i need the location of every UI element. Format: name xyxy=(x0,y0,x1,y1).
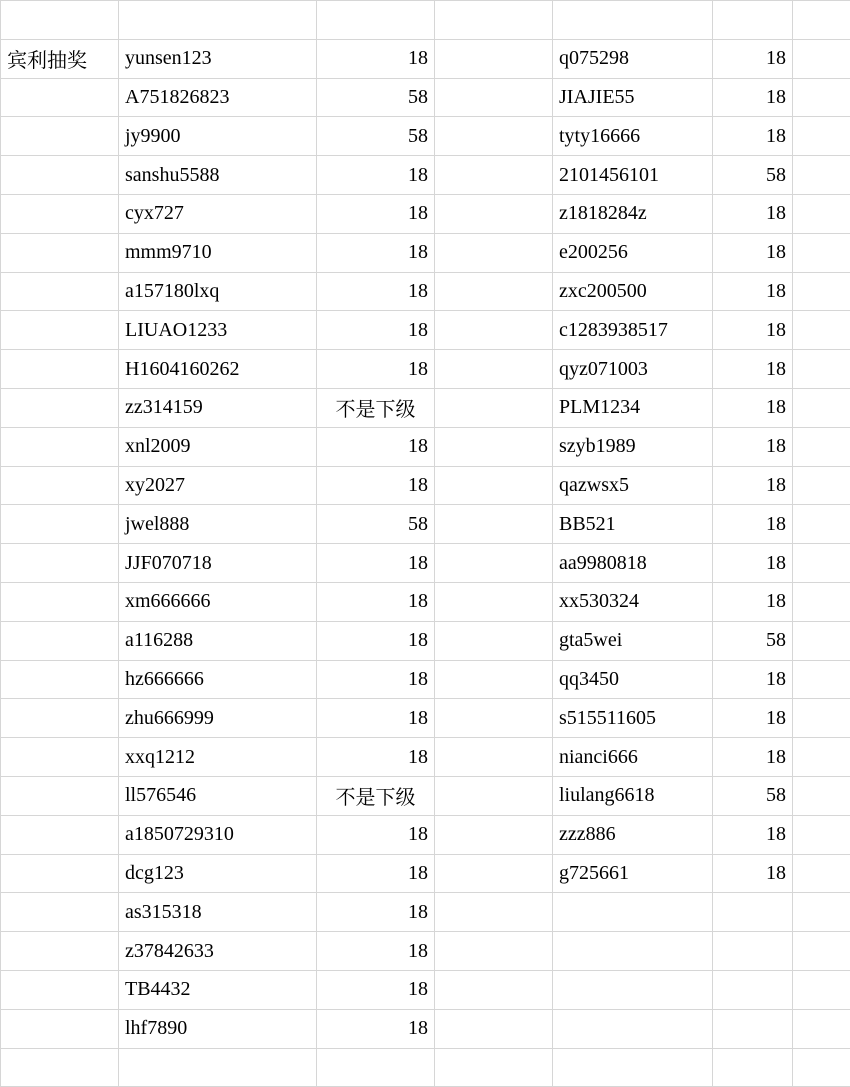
left-amount-value[interactable]: 18 xyxy=(317,854,435,893)
trailing-cell[interactable] xyxy=(793,194,850,233)
table-row xyxy=(1,117,850,156)
empty-cell[interactable] xyxy=(1,854,119,893)
table-row xyxy=(1,233,850,272)
right-amount-value[interactable]: 18 xyxy=(713,854,793,893)
table-row xyxy=(1,738,850,777)
left-account-name[interactable]: xxq1212 xyxy=(119,738,317,777)
left-amount-value[interactable]: 18 xyxy=(317,699,435,738)
spacer-cell[interactable] xyxy=(435,621,553,660)
trailing-cell[interactable] xyxy=(793,117,850,156)
trailing-cell[interactable] xyxy=(793,272,850,311)
left-account-name[interactable]: dcg123 xyxy=(119,854,317,893)
right-account-name[interactable]: c1283938517 xyxy=(553,311,713,350)
right-amount-value[interactable]: 18 xyxy=(713,311,793,350)
table-row xyxy=(1,854,850,893)
left-amount-value[interactable]: 18 xyxy=(317,466,435,505)
empty-cell[interactable] xyxy=(1,194,119,233)
header-strip-cell xyxy=(119,1,317,40)
left-amount-value[interactable]: 18 xyxy=(317,738,435,777)
right-account-name[interactable]: PLM1234 xyxy=(553,388,713,427)
trailing-cell[interactable] xyxy=(793,156,850,195)
trailing-cell[interactable] xyxy=(793,427,850,466)
empty-cell[interactable] xyxy=(1,893,119,932)
right-account-name[interactable]: JIAJIE55 xyxy=(553,78,713,117)
spacer-cell[interactable] xyxy=(435,311,553,350)
right-account-name[interactable]: e200256 xyxy=(553,233,713,272)
empty-cell[interactable] xyxy=(1,388,119,427)
right-amount-value[interactable] xyxy=(713,893,793,932)
right-account-name[interactable]: qq3450 xyxy=(553,660,713,699)
spacer-cell[interactable] xyxy=(435,350,553,389)
trailing-cell[interactable] xyxy=(793,1048,850,1087)
trailing-cell[interactable] xyxy=(793,970,850,1009)
spacer-cell[interactable] xyxy=(435,970,553,1009)
table-row xyxy=(1,466,850,505)
right-account-name[interactable] xyxy=(553,1048,713,1087)
left-amount-value[interactable]: 18 xyxy=(317,311,435,350)
left-account-name[interactable]: xm666666 xyxy=(119,582,317,621)
left-account-name[interactable]: a116288 xyxy=(119,621,317,660)
right-account-name[interactable]: 2101456101 xyxy=(553,156,713,195)
right-amount-value[interactable]: 58 xyxy=(713,621,793,660)
left-amount-value[interactable]: 18 xyxy=(317,893,435,932)
table-row xyxy=(1,970,850,1009)
table-row xyxy=(1,582,850,621)
right-account-name[interactable]: z1818284z xyxy=(553,194,713,233)
left-amount-value[interactable]: 18 xyxy=(317,233,435,272)
empty-cell[interactable] xyxy=(1,117,119,156)
empty-cell[interactable] xyxy=(1,932,119,971)
spacer-cell[interactable] xyxy=(435,466,553,505)
spacer-cell[interactable] xyxy=(435,699,553,738)
right-account-name[interactable]: tyty16666 xyxy=(553,117,713,156)
table-row xyxy=(1,699,850,738)
header-strip-cell xyxy=(553,1,713,40)
empty-cell[interactable] xyxy=(1,505,119,544)
right-amount-value[interactable]: 18 xyxy=(713,272,793,311)
right-amount-value[interactable] xyxy=(713,970,793,1009)
table-row xyxy=(1,1009,850,1048)
left-account-name[interactable]: as315318 xyxy=(119,893,317,932)
spacer-cell[interactable] xyxy=(435,1048,553,1087)
trailing-cell[interactable] xyxy=(793,311,850,350)
right-amount-value[interactable]: 18 xyxy=(713,350,793,389)
right-amount-value[interactable]: 58 xyxy=(713,776,793,815)
left-account-name[interactable]: jwel888 xyxy=(119,505,317,544)
trailing-cell[interactable] xyxy=(793,621,850,660)
spacer-cell[interactable] xyxy=(435,893,553,932)
empty-cell[interactable] xyxy=(1,272,119,311)
left-account-name[interactable]: xnl2009 xyxy=(119,427,317,466)
right-account-name[interactable] xyxy=(553,932,713,971)
spacer-cell[interactable] xyxy=(435,388,553,427)
right-account-name[interactable]: liulang6618 xyxy=(553,776,713,815)
table-row xyxy=(1,78,850,117)
right-amount-value[interactable]: 18 xyxy=(713,660,793,699)
table-row xyxy=(1,388,850,427)
table-row xyxy=(1,776,850,815)
spacer-cell[interactable] xyxy=(435,505,553,544)
left-account-name[interactable] xyxy=(119,1048,317,1087)
left-amount-value[interactable]: 18 xyxy=(317,660,435,699)
left-amount-value[interactable]: 18 xyxy=(317,1009,435,1048)
left-amount-value[interactable]: 18 xyxy=(317,970,435,1009)
table-row xyxy=(1,156,850,195)
left-amount-value[interactable]: 不是下级 xyxy=(317,776,435,815)
header-strip-cell xyxy=(1,1,119,40)
right-amount-value[interactable]: 18 xyxy=(713,117,793,156)
spacer-cell[interactable] xyxy=(435,776,553,815)
spacer-cell[interactable] xyxy=(435,660,553,699)
trailing-cell[interactable] xyxy=(793,776,850,815)
trailing-cell[interactable] xyxy=(793,466,850,505)
right-account-name[interactable]: gta5wei xyxy=(553,621,713,660)
right-amount-value[interactable]: 18 xyxy=(713,233,793,272)
spacer-cell[interactable] xyxy=(435,117,553,156)
left-amount-value[interactable]: 18 xyxy=(317,621,435,660)
trailing-cell[interactable] xyxy=(793,233,850,272)
trailing-cell[interactable] xyxy=(793,1009,850,1048)
empty-cell[interactable] xyxy=(1,427,119,466)
trailing-cell[interactable] xyxy=(793,544,850,583)
empty-cell[interactable] xyxy=(1,970,119,1009)
right-account-name[interactable]: g725661 xyxy=(553,854,713,893)
right-amount-value[interactable]: 18 xyxy=(713,699,793,738)
empty-cell[interactable] xyxy=(1,466,119,505)
right-amount-value[interactable]: 18 xyxy=(713,505,793,544)
column-header-strip xyxy=(1,1,850,40)
sheet-title-label[interactable]: 宾利抽奖 xyxy=(1,39,119,78)
left-amount-value[interactable]: 18 xyxy=(317,932,435,971)
table-row xyxy=(1,815,850,854)
left-account-name[interactable]: z37842633 xyxy=(119,932,317,971)
header-strip-cell xyxy=(435,1,553,40)
trailing-cell[interactable] xyxy=(793,932,850,971)
right-account-name[interactable]: nianci666 xyxy=(553,738,713,777)
left-account-name[interactable]: mmm9710 xyxy=(119,233,317,272)
trailing-cell[interactable] xyxy=(793,893,850,932)
left-account-name[interactable]: zhu666999 xyxy=(119,699,317,738)
right-account-name[interactable]: s515511605 xyxy=(553,699,713,738)
empty-cell[interactable] xyxy=(1,738,119,777)
right-amount-value[interactable]: 18 xyxy=(713,738,793,777)
right-amount-value[interactable]: 18 xyxy=(713,78,793,117)
left-account-name[interactable]: a1850729310 xyxy=(119,815,317,854)
empty-cell[interactable] xyxy=(1,582,119,621)
empty-cell[interactable] xyxy=(1,1048,119,1087)
trailing-cell[interactable] xyxy=(793,505,850,544)
left-amount-value[interactable]: 18 xyxy=(317,582,435,621)
spacer-cell[interactable] xyxy=(435,738,553,777)
trailing-cell[interactable] xyxy=(793,660,850,699)
spacer-cell[interactable] xyxy=(435,233,553,272)
spacer-cell[interactable] xyxy=(435,854,553,893)
table-row xyxy=(1,194,850,233)
empty-cell[interactable] xyxy=(1,699,119,738)
left-amount-value[interactable] xyxy=(317,1048,435,1087)
table-row xyxy=(1,621,850,660)
trailing-cell[interactable] xyxy=(793,350,850,389)
left-amount-value[interactable]: 18 xyxy=(317,427,435,466)
trailing-cell[interactable] xyxy=(793,699,850,738)
header-strip-cell xyxy=(713,1,793,40)
empty-cell[interactable] xyxy=(1,815,119,854)
right-amount-value[interactable]: 58 xyxy=(713,156,793,195)
left-account-name[interactable]: H1604160262 xyxy=(119,350,317,389)
left-amount-value[interactable]: 18 xyxy=(317,350,435,389)
spacer-cell[interactable] xyxy=(435,582,553,621)
right-account-name[interactable]: q075298 xyxy=(553,39,713,78)
right-account-name[interactable] xyxy=(553,1009,713,1048)
empty-cell[interactable] xyxy=(1,621,119,660)
empty-cell[interactable] xyxy=(1,233,119,272)
left-account-name[interactable]: lhf7890 xyxy=(119,1009,317,1048)
left-amount-value[interactable]: 18 xyxy=(317,544,435,583)
left-amount-value[interactable]: 18 xyxy=(317,156,435,195)
right-amount-value[interactable] xyxy=(713,932,793,971)
left-account-name[interactable]: TB4432 xyxy=(119,970,317,1009)
spacer-cell[interactable] xyxy=(435,78,553,117)
left-account-name[interactable]: yunsen123 xyxy=(119,39,317,78)
empty-cell[interactable] xyxy=(1,660,119,699)
right-amount-value[interactable] xyxy=(713,1048,793,1087)
empty-cell[interactable] xyxy=(1,311,119,350)
table-row xyxy=(1,660,850,699)
table-row xyxy=(1,427,850,466)
spacer-cell[interactable] xyxy=(435,544,553,583)
right-account-name[interactable]: aa9980818 xyxy=(553,544,713,583)
left-amount-value[interactable]: 不是下级 xyxy=(317,388,435,427)
empty-cell[interactable] xyxy=(1,1009,119,1048)
left-account-name[interactable]: zz314159 xyxy=(119,388,317,427)
right-account-name[interactable]: zxc200500 xyxy=(553,272,713,311)
table-row xyxy=(1,39,850,78)
left-account-name[interactable]: sanshu5588 xyxy=(119,156,317,195)
right-account-name[interactable]: szyb1989 xyxy=(553,427,713,466)
right-account-name[interactable]: xx530324 xyxy=(553,582,713,621)
left-amount-value[interactable]: 18 xyxy=(317,39,435,78)
right-amount-value[interactable]: 18 xyxy=(713,544,793,583)
spacer-cell[interactable] xyxy=(435,156,553,195)
trailing-cell[interactable] xyxy=(793,39,850,78)
left-account-name[interactable]: cyx727 xyxy=(119,194,317,233)
right-amount-value[interactable]: 18 xyxy=(713,39,793,78)
left-account-name[interactable]: ll576546 xyxy=(119,776,317,815)
spacer-cell[interactable] xyxy=(435,194,553,233)
right-amount-value[interactable]: 18 xyxy=(713,427,793,466)
left-amount-value[interactable]: 58 xyxy=(317,78,435,117)
trailing-cell[interactable] xyxy=(793,815,850,854)
table-row xyxy=(1,350,850,389)
right-amount-value[interactable]: 18 xyxy=(713,582,793,621)
header-strip-cell xyxy=(317,1,435,40)
table-row xyxy=(1,893,850,932)
trailing-cell[interactable] xyxy=(793,738,850,777)
table-row xyxy=(1,311,850,350)
right-amount-value[interactable]: 18 xyxy=(713,466,793,505)
left-account-name[interactable]: a157180lxq xyxy=(119,272,317,311)
spacer-cell[interactable] xyxy=(435,932,553,971)
right-account-name[interactable]: zzz886 xyxy=(553,815,713,854)
spacer-cell[interactable] xyxy=(435,39,553,78)
spacer-cell[interactable] xyxy=(435,272,553,311)
left-amount-value[interactable]: 58 xyxy=(317,505,435,544)
left-account-name[interactable]: A751826823 xyxy=(119,78,317,117)
left-account-name[interactable]: jy9900 xyxy=(119,117,317,156)
left-amount-value[interactable]: 18 xyxy=(317,194,435,233)
left-account-name[interactable]: JJF070718 xyxy=(119,544,317,583)
empty-cell[interactable] xyxy=(1,776,119,815)
left-amount-value[interactable]: 58 xyxy=(317,117,435,156)
spacer-cell[interactable] xyxy=(435,815,553,854)
empty-cell[interactable] xyxy=(1,78,119,117)
trailing-cell[interactable] xyxy=(793,388,850,427)
table-row xyxy=(1,932,850,971)
left-account-name[interactable]: LIUAO1233 xyxy=(119,311,317,350)
right-account-name[interactable] xyxy=(553,970,713,1009)
right-amount-value[interactable]: 18 xyxy=(713,388,793,427)
right-amount-value[interactable] xyxy=(713,1009,793,1048)
left-amount-value[interactable]: 18 xyxy=(317,815,435,854)
empty-cell[interactable] xyxy=(1,350,119,389)
right-account-name[interactable]: qazwsx5 xyxy=(553,466,713,505)
left-amount-value[interactable]: 18 xyxy=(317,272,435,311)
right-account-name[interactable] xyxy=(553,893,713,932)
right-amount-value[interactable]: 18 xyxy=(713,194,793,233)
table-row xyxy=(1,505,850,544)
table-row xyxy=(1,272,850,311)
right-amount-value[interactable]: 18 xyxy=(713,815,793,854)
empty-cell[interactable] xyxy=(1,156,119,195)
spacer-cell[interactable] xyxy=(435,427,553,466)
right-account-name[interactable]: qyz071003 xyxy=(553,350,713,389)
spacer-cell[interactable] xyxy=(435,1009,553,1048)
header-strip-cell xyxy=(793,1,850,40)
right-account-name[interactable]: BB521 xyxy=(553,505,713,544)
table-row xyxy=(1,544,850,583)
left-account-name[interactable]: xy2027 xyxy=(119,466,317,505)
trailing-cell[interactable] xyxy=(793,854,850,893)
trailing-cell[interactable] xyxy=(793,78,850,117)
table-row xyxy=(1,1048,850,1087)
empty-cell[interactable] xyxy=(1,544,119,583)
trailing-cell[interactable] xyxy=(793,582,850,621)
left-account-name[interactable]: hz666666 xyxy=(119,660,317,699)
